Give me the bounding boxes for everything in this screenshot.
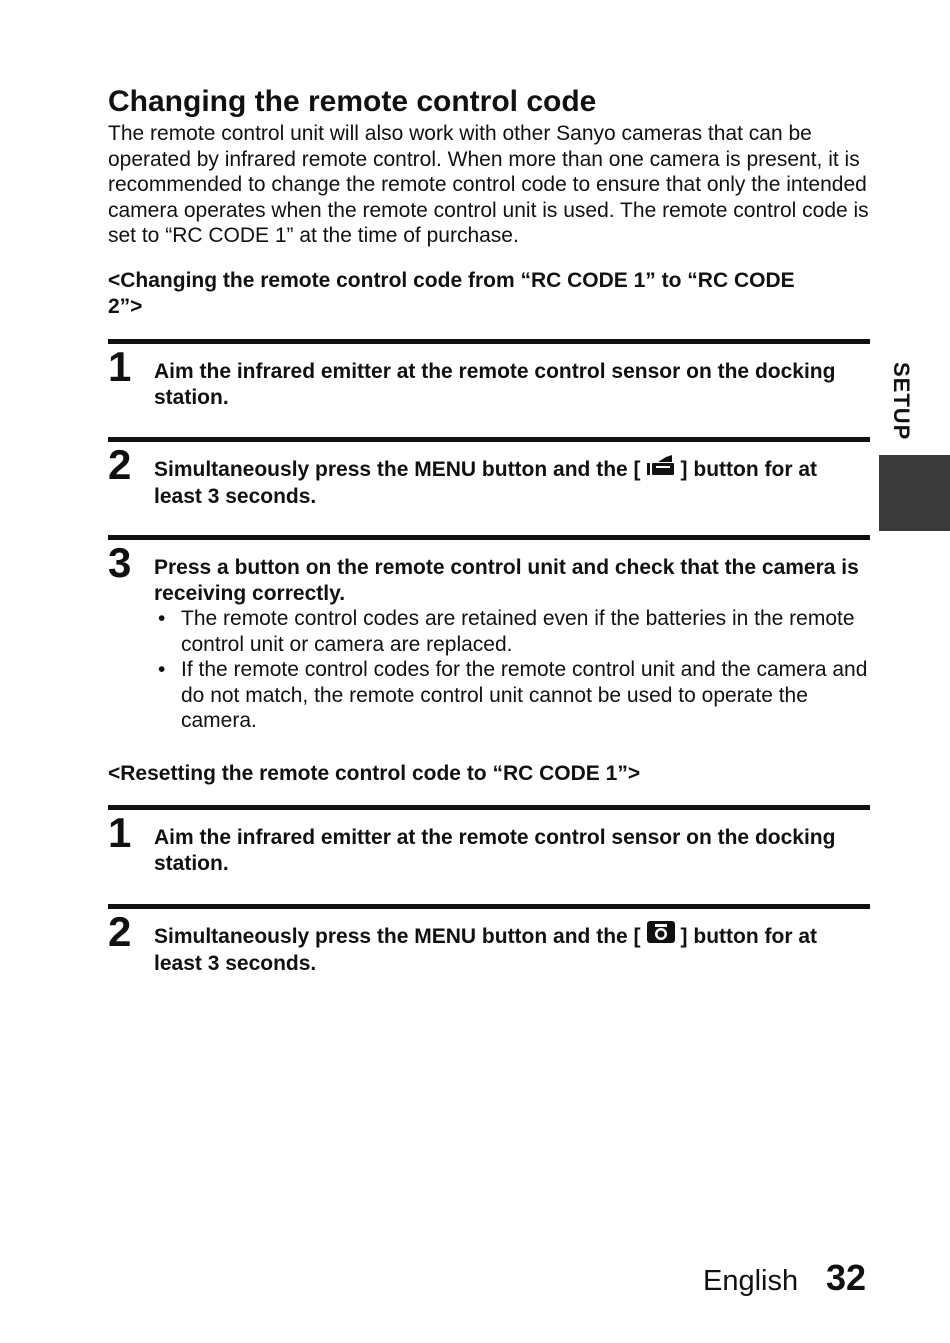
change-step-2: [108, 437, 870, 508]
step-number: 1: [108, 809, 132, 856]
reset-code-heading: <Resetting the remote control code to “RC CODE 1”>: [108, 762, 641, 785]
bullet-icon: •: [158, 607, 166, 630]
footer-language: English: [703, 1265, 799, 1297]
instruction-text-after: ] button for at least 3 seconds.: [154, 925, 818, 975]
intro-paragraph: The remote control unit will also work with other Sanyo cameras that can be operated by infrared remote control. When more than one camera is present, it is recommended to change the remote control code to ensure that only the intended camera operates when the remote control unit is used. The remote control code is set to “RC CODE 1” at the time of purchase.: [108, 122, 869, 248]
instruction-text-before: Simultaneously press the MENU button and the [: [154, 458, 641, 481]
page-number: 32: [826, 1257, 867, 1298]
section-tab-marker: [879, 455, 950, 531]
still-camera-icon: [646, 920, 676, 951]
manual-page: [108, 0, 870, 1343]
change-step-3: [108, 535, 870, 733]
reset-step-2: [108, 904, 870, 975]
note-text: The remote control codes are retained even if the batteries in the remote control unit or camera are replaced.: [181, 607, 855, 656]
note-item: [154, 657, 870, 734]
change-step-1: [108, 339, 870, 409]
change-code-heading: <Changing the remote control code from “RC CODE 1” to “RC CODE 2”>: [108, 269, 795, 318]
page-title: Changing the remote control code: [108, 85, 597, 118]
instruction-text-after: ] button for at least 3 seconds.: [154, 458, 818, 508]
section-tab-label: SETUP: [889, 362, 914, 441]
step-notes-list: [154, 606, 870, 734]
step-instruction: [154, 457, 870, 509]
step-number: 1: [108, 343, 132, 390]
note-text: If the remote control codes for the remote control unit and the camera and do not match, the remote control unit cannot be used to operate the camera.: [181, 658, 868, 733]
step-instruction: Aim the infrared emitter at the remote control sensor on the docking station.: [154, 826, 836, 875]
reset-step-1: [108, 805, 870, 875]
step-number: 3: [108, 539, 132, 586]
step-number: 2: [108, 908, 132, 955]
video-camera-icon: [646, 453, 676, 484]
bullet-icon: •: [158, 658, 166, 682]
instruction-text-before: Simultaneously press the MENU button and the [: [154, 925, 641, 948]
step-instruction: Aim the infrared emitter at the remote control sensor on the docking station.: [154, 360, 836, 409]
step-instruction: [154, 924, 870, 976]
note-item: [154, 606, 870, 657]
step-number: 2: [108, 441, 132, 488]
step-instruction: Press a button on the remote control unit and check that the camera is receiving correctly.: [154, 556, 859, 605]
